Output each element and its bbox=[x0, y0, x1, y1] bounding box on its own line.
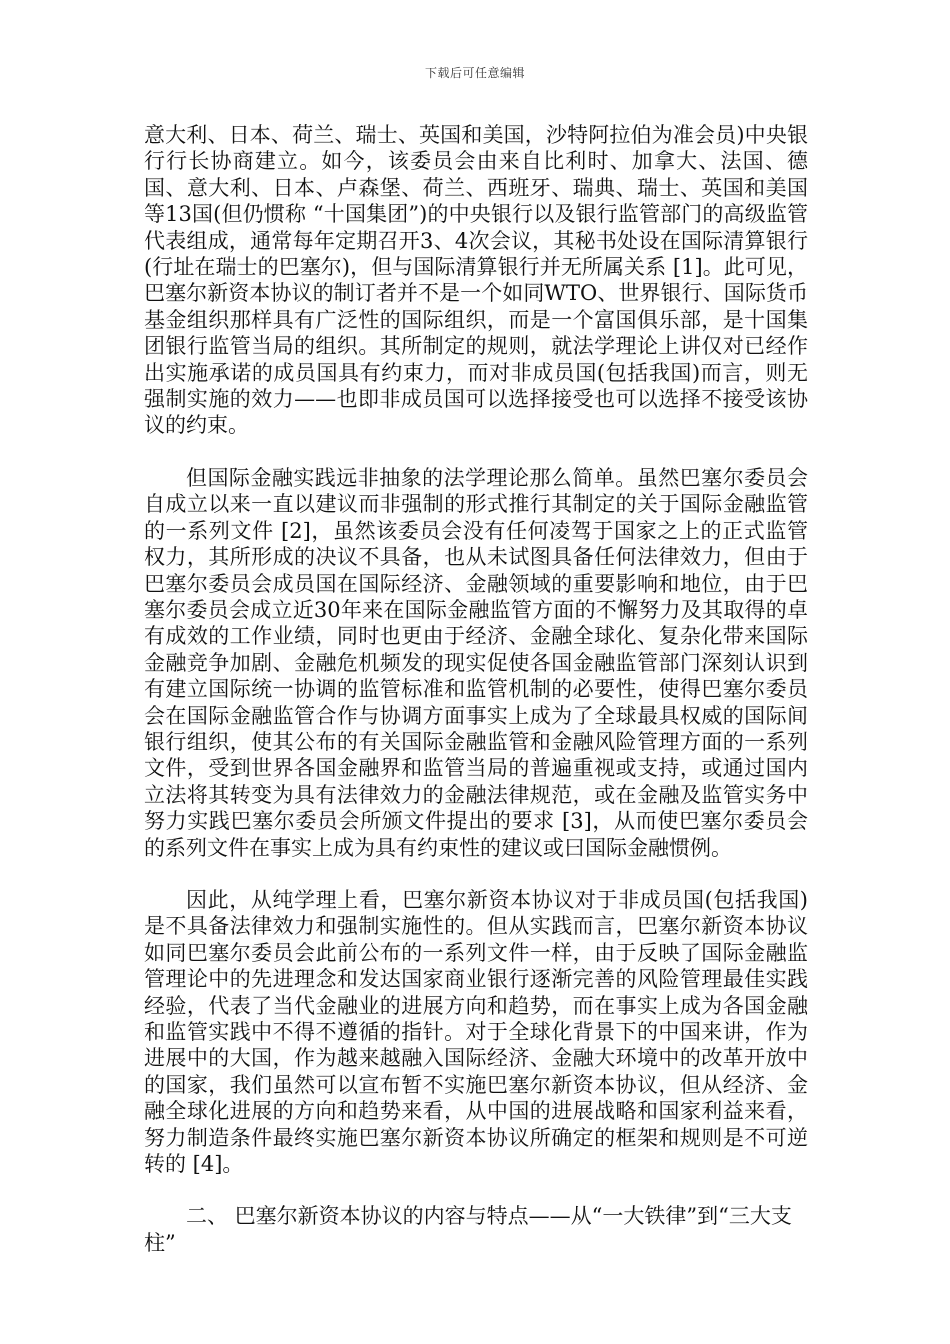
paragraph-1: 意大利、日本、荷兰、瑞士、英国和美国，沙特阿拉伯为准会员)中央银行行长协商建立。如今，该委员会由来自比利时、加拿大、法国、德国、意大利、日本、卢森堡、荷兰、西班牙、瑞典、瑞士、英国和美国等13国(但仍惯称 “十国集团”)的中央银行以及银行监管部门的高级监管代表组成，通常每年定期召开3、4次会议，其秘书处设在国际清算银行(行址在瑞士的巴塞尔)，但与国际清算银行并无所属关系 [1]。此可见，巴塞尔新资本协议的制订者并不是一个如同WTO、世界银行、国际货币基金组织那样具有广泛性的国际组织，而是一个富国俱乐部，是十国集团银行监管当局的组织。其所制定的规则，就法学理论上讲仅对已经作出实施承诺的成员国具有约束力，而对非成员国(包括我国)而言，则无强制实施的效力——也即非成员国可以选择接受也可以选择不接受该协议的约束。 bbox=[144, 123, 808, 438]
paragraph-2: 但国际金融实践远非抽象的法学理论那么简单。虽然巴塞尔委员会自成立以来一直以建议而非强制的形式推行其制定的关于国际金融监管的一系列文件 [2]，虽然该委员会没有任何凌驾于国家之上的正式监管权力，其所形成的决议不具备，也从未试图具备任何法律效力，但由于巴塞尔委员会成员国在国际经济、金融领域的重要影响和地位，由于巴塞尔委员会成立近30年来在国际金融监管方面的不懈努力及其取得的卓有成效的工作业绩，同时也更由于经济、金融全球化、复杂化带来国际金融竞争加剧、金融危机频发的现实促使各国金融监管部门深刻认识到有建立国际统一协调的监管标准和监管机制的必要性，使得巴塞尔委员会在国际金融监管合作与协调方面事实上成为了全球最具权威的国际间银行组织，使其公布的有关国际金融监管和金融风险管理方面的一系列文件，受到世界各国金融界和监管当局的普遍重视或支持，或通过国内立法将其转变为具有法律效力的金融法律规范，或在金融及监管实务中努力实践巴塞尔委员会所颁文件提出的要求 [3]，从而使巴塞尔委员会的系列文件在事实上成为具有约束性的建议或曰国际金融惯例。 bbox=[144, 465, 808, 860]
paragraph-3: 因此，从纯学理上看，巴塞尔新资本协议对于非成员国(包括我国)是不具备法律效力和强制实施性的。但从实践而言，巴塞尔新资本协议如同巴塞尔委员会此前公布的一系列文件一样，由于反映了国际金融监管理论中的先进理念和发达国家商业银行逐渐完善的风险管理最佳实践经验，代表了当代金融业的进展方向和趋势，而在事实上成为各国金融和监管实践中不得不遵循的指针。对于全球化背景下的中国来讲，作为进展中的大国，作为越来越融入国际经济、金融大环境中的改革开放中的国家，我们虽然可以宣布暂不实施巴塞尔新资本协议，但从经济、金融全球化进展的方向和趋势来看，从中国的进展战略和国家利益来看，努力制造条件最终实施巴塞尔新资本协议所确定的框架和规则是不可逆转的 [4]。 bbox=[144, 887, 808, 1177]
section-heading: 二、 巴塞尔新资本协议的内容与特点——从“一大铁律”到“三大支柱” bbox=[144, 1204, 792, 1255]
document-body bbox=[144, 122, 808, 1256]
page-header: 下载后可任意编辑 bbox=[424, 66, 525, 80]
